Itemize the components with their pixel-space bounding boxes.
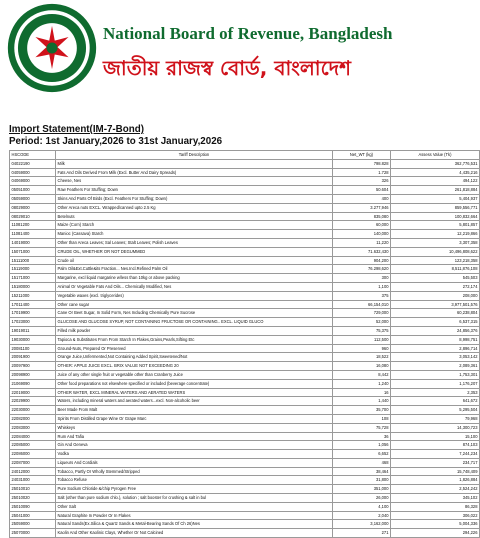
- hscode-cell: 25070000: [10, 529, 56, 538]
- description-cell: Other than Areca Leaves; Sal Leaves; Stalt Leaves; Polish Leaves: [56, 238, 333, 247]
- table-row: [10, 529, 480, 538]
- table-row: [10, 370, 480, 379]
- description-cell: Margarine, excl liquid margarine w/less than 10kg or above packing: [56, 274, 333, 283]
- assess-value-cell: 3,977,501,576: [391, 300, 480, 309]
- description-cell: Other cane sugar: [56, 300, 333, 309]
- report-header: [0, 0, 480, 120]
- hscode-cell: 20091900: [10, 353, 56, 362]
- hscode-cell: 20098900: [10, 370, 56, 379]
- hscode-cell: 22030000: [10, 406, 56, 415]
- description-cell: Waters, including mineral waters and aerated waters...excl. Non-alcoholic beer: [56, 397, 333, 406]
- report-period: Period: 1st January,2026 to 31st January,2026: [9, 136, 223, 147]
- table-row: [10, 423, 480, 432]
- net-weight-cell: 16: [333, 388, 391, 397]
- net-weight-cell: 835,080: [333, 212, 391, 221]
- description-cell: Tobacco Refuse: [56, 476, 333, 485]
- net-weight-cell: 26,000: [333, 494, 391, 503]
- assess-value-cell: 261,818,884: [391, 186, 480, 195]
- hscode-cell: 14019000: [10, 238, 56, 247]
- net-weight-cell: 16,080: [333, 362, 391, 371]
- hscode-cell: 24031000: [10, 476, 56, 485]
- net-weight-cell: 35,700: [333, 406, 391, 415]
- assess-value-cell: 2,896,714: [391, 344, 480, 353]
- hscode-cell: 22087000: [10, 458, 56, 467]
- hscode-cell: 20097900: [10, 362, 56, 371]
- table-row: [10, 432, 480, 441]
- net-weight-cell: 798.828: [333, 159, 391, 168]
- table-row: [10, 326, 480, 335]
- description-cell: Betelnuts: [56, 212, 333, 221]
- net-weight-cell: 140,000: [333, 230, 391, 239]
- hscode-cell: 08029010: [10, 212, 56, 221]
- org-name-english: National Board of Revenue, Bangladesh: [103, 24, 393, 43]
- hscode-cell: 05059000: [10, 194, 56, 203]
- assess-value-cell: 100,832,664: [391, 212, 480, 221]
- table-row: [10, 494, 480, 503]
- description-cell: Juice of any other single fruit or vegetable other than Cranberry Juice: [56, 370, 333, 379]
- description-cell: Kaolin And Other Kaolinic Clays, Whether Or Not Calcined: [56, 529, 333, 538]
- net-weight-cell: 400: [333, 194, 391, 203]
- hscode-cell: 22083000: [10, 423, 56, 432]
- description-cell: Tobacco, Partly Or Wholly Stemmed/Stripped: [56, 467, 333, 476]
- net-weight-cell: 351,000: [333, 485, 391, 494]
- net-weight-cell: 375: [333, 291, 391, 300]
- net-weight-cell: 75,728: [333, 423, 391, 432]
- table-row: [10, 511, 480, 520]
- table-row: [10, 309, 480, 318]
- description-cell: Vegetable waxes (excl. triglycerides): [56, 291, 333, 300]
- import-table-container: [9, 150, 479, 536]
- table-row: [10, 485, 480, 494]
- table-row: [10, 177, 480, 186]
- table-row: [10, 502, 480, 511]
- net-weight-cell: 108: [333, 414, 391, 423]
- table-row: [10, 318, 480, 327]
- assess-value-cell: 24,856,376: [391, 326, 480, 335]
- net-weight-cell: 2,040: [333, 511, 391, 520]
- description-cell: Natural Sands(Ex.Silica & Quartz Sands & Metal-Bearing Sands Of Ch 26)Nes: [56, 520, 333, 529]
- assess-value-cell: 494,122: [391, 177, 480, 186]
- table-row: [10, 458, 480, 467]
- hscode-cell: 25059000: [10, 520, 56, 529]
- net-weight-cell: 31,800: [333, 476, 391, 485]
- assess-value-cell: 1,826,884: [391, 476, 480, 485]
- table-row: [10, 300, 480, 309]
- description-cell: OTHER: APPLE JUICE EXCL. BRIX VALUE NOT EXCEEDING 20: [56, 362, 333, 371]
- description-cell: Natural Graphite In Powder Or In Flakes: [56, 511, 333, 520]
- net-weight-cell: 60,000: [333, 221, 391, 230]
- assess-value-cell: 1,176,207: [391, 379, 480, 388]
- description-cell: Other Salt: [56, 502, 333, 511]
- table-row: [10, 476, 480, 485]
- column-header-net-weight: Net_WT (kg): [333, 151, 391, 160]
- hscode-cell: 22086000: [10, 450, 56, 459]
- hscode-cell: 15111000: [10, 256, 56, 265]
- hscode-cell: 24012000: [10, 467, 56, 476]
- net-weight-cell: 1,440: [333, 397, 391, 406]
- assess-value-cell: 641,672: [391, 397, 480, 406]
- hscode-cell: 22019000: [10, 388, 56, 397]
- net-weight-cell: 52,000: [333, 318, 391, 327]
- net-weight-cell: 729,000: [333, 309, 391, 318]
- assess-value-cell: 15,100: [391, 432, 480, 441]
- description-cell: Whiskeys: [56, 423, 333, 432]
- description-cell: Palm Oil&Ext.Cuttle&its Fraction... Nes.Incl.Refined Palm Oil: [56, 265, 333, 274]
- assess-value-cell: 874,103: [391, 441, 480, 450]
- hscode-cell: 17023000: [10, 318, 56, 327]
- assess-value-cell: 272,174: [391, 282, 480, 291]
- net-weight-cell: 11,220: [333, 238, 391, 247]
- assess-value-cell: 545,503: [391, 274, 480, 283]
- description-cell: Milk: [56, 159, 333, 168]
- description-cell: Tapioca & Substitutes From From Starch In Flakes,Grains,Pearls,Sifting Etc: [56, 335, 333, 344]
- assess-value-cell: 10,496,808,622: [391, 247, 480, 256]
- net-weight-cell: 1,056: [333, 441, 391, 450]
- description-cell: Pure Sodium Chloride &/chip Pyrogen Free: [56, 485, 333, 494]
- hscode-cell: 19030000: [10, 335, 56, 344]
- assess-value-cell: 362,776,531: [391, 159, 480, 168]
- assess-value-cell: 294,226: [391, 529, 480, 538]
- table-row: [10, 186, 480, 195]
- description-cell: Cheese, Nes: [56, 177, 333, 186]
- table-row: [10, 450, 480, 459]
- hscode-cell: 25010020: [10, 494, 56, 503]
- column-header-hscode: HSCODE: [10, 151, 56, 160]
- table-row: [10, 168, 480, 177]
- hscode-cell: 17011400: [10, 300, 56, 309]
- hscode-cell: 11081200: [10, 221, 56, 230]
- description-cell: Fats And Oils Derived From Milk (Excl. Butter And Dairy Spreads): [56, 168, 333, 177]
- description-cell: Other food preparations not elsewhere specified or included (beverage concentrate): [56, 379, 333, 388]
- net-weight-cell: 6,652: [333, 450, 391, 459]
- table-row: [10, 335, 480, 344]
- description-cell: Filled milk powder: [56, 326, 333, 335]
- net-weight-cell: 75,375: [333, 326, 391, 335]
- assess-value-cell: 5,004,336: [391, 520, 480, 529]
- net-weight-cell: 8,442: [333, 370, 391, 379]
- net-weight-cell: 71.632,430: [333, 247, 391, 256]
- table-row: [10, 221, 480, 230]
- table-row: [10, 291, 480, 300]
- assess-value-cell: 859,556,771: [391, 203, 480, 212]
- column-header-description: Tariff Description: [56, 151, 333, 160]
- description-cell: Skins And Parts Of Birds (Excl. Feathers For Stuffing; Down): [56, 194, 333, 203]
- hscode-cell: 21069090: [10, 379, 56, 388]
- hscode-cell: 08029000: [10, 203, 56, 212]
- description-cell: Cane Or Beet Sugar, In Solid Form, Nes Including Chemically Pure Sucrose: [56, 309, 333, 318]
- assess-value-cell: 5,295,504: [391, 406, 480, 415]
- hscode-cell: 04022190: [10, 159, 56, 168]
- net-weight-cell: 326: [333, 177, 391, 186]
- net-weight-cell: 904,200: [333, 256, 391, 265]
- hscode-cell: 25010010: [10, 485, 56, 494]
- assess-value-cell: 8,511,876,108: [391, 265, 480, 274]
- assess-value-cell: 8,998,751: [391, 335, 480, 344]
- net-weight-cell: 300: [333, 274, 391, 283]
- hscode-cell: 04059000: [10, 168, 56, 177]
- assess-value-cell: 6,537,315: [391, 318, 480, 327]
- hscode-cell: 20081100: [10, 344, 56, 353]
- table-row: [10, 274, 480, 283]
- net-weight-cell: 468: [333, 458, 391, 467]
- table-row: [10, 247, 480, 256]
- hscode-cell: 05051000: [10, 186, 56, 195]
- net-weight-cell: 1,240: [333, 379, 391, 388]
- description-cell: Orange Juice,Unfermented,Not Containing Added Spirit,Sweetened/Not: [56, 353, 333, 362]
- hscode-cell: 17019900: [10, 309, 56, 318]
- assess-value-cell: 2,089,361: [391, 362, 480, 371]
- assess-value-cell: 4,435,216: [391, 168, 480, 177]
- description-cell: Rum And Tafia: [56, 432, 333, 441]
- hscode-cell: 22084000: [10, 432, 56, 441]
- nbr-logo-icon: [6, 2, 98, 94]
- description-cell: Spirits From Distilled Grape Wine Or Grape Marc: [56, 414, 333, 423]
- assess-value-cell: 86,328: [391, 502, 480, 511]
- table-row: [10, 265, 480, 274]
- table-row: [10, 282, 480, 291]
- import-table: [9, 150, 480, 538]
- assess-value-cell: 14,300,723: [391, 423, 480, 432]
- description-cell: Gin And Geneva: [56, 441, 333, 450]
- table-header-row: [10, 151, 480, 160]
- table-row: [10, 362, 480, 371]
- assess-value-cell: 12,219,866: [391, 230, 480, 239]
- table-row: [10, 159, 480, 168]
- hscode-cell: 15119000: [10, 265, 56, 274]
- table-row: [10, 194, 480, 203]
- table-row: [10, 238, 480, 247]
- hscode-cell: 22085000: [10, 441, 56, 450]
- assess-value-cell: 208,000: [391, 291, 480, 300]
- net-weight-cell: 4,100: [333, 502, 391, 511]
- assess-value-cell: 345,102: [391, 494, 480, 503]
- table-row: [10, 414, 480, 423]
- hscode-cell: 04069000: [10, 177, 56, 186]
- table-row: [10, 344, 480, 353]
- description-cell: CRUDE OIL, WHETHER OR NOT DEGUMMED: [56, 247, 333, 256]
- assess-value-cell: 5,404,937: [391, 194, 480, 203]
- column-header-assess-value: Assess Value (Tk): [391, 151, 480, 160]
- net-weight-cell: 36: [333, 432, 391, 441]
- description-cell: Liqueurs And Cordials: [56, 458, 333, 467]
- table-row: [10, 203, 480, 212]
- table-row: [10, 520, 480, 529]
- table-row: [10, 256, 480, 265]
- description-cell: Maize (Corn) Starch: [56, 221, 333, 230]
- net-weight-cell: 50.604: [333, 186, 391, 195]
- net-weight-cell: 3,162,000: [333, 520, 391, 529]
- report-title: Import Statement(IM-7-Bond): [9, 124, 144, 135]
- description-cell: Salt (other than pure sodium chlo.), solution ; salt booster for crushing & salt in bul: [56, 494, 333, 503]
- net-weight-cell: 18,522: [333, 353, 391, 362]
- hscode-cell: 15171000: [10, 274, 56, 283]
- net-weight-cell: 960: [333, 344, 391, 353]
- net-weight-cell: 3.277,946: [333, 203, 391, 212]
- description-cell: OTHER WATER, EXCL MINERAL WATERS AND AERATED WATERS: [56, 388, 333, 397]
- assess-value-cell: 5,801,857: [391, 221, 480, 230]
- table-row: [10, 212, 480, 221]
- hscode-cell: 15071000: [10, 247, 56, 256]
- description-cell: Manioc (Cassava) Starch: [56, 230, 333, 239]
- description-cell: Vodka: [56, 450, 333, 459]
- net-weight-cell: 112,500: [333, 335, 391, 344]
- net-weight-cell: 1,100: [333, 282, 391, 291]
- assess-value-cell: 79,968: [391, 414, 480, 423]
- hscode-cell: 11081400: [10, 230, 56, 239]
- description-cell: Animal Or Vegetable Fats And Oils... Chemically Modified, Nes: [56, 282, 333, 291]
- assess-value-cell: 15,748,409: [391, 467, 480, 476]
- assess-value-cell: 234,717: [391, 458, 480, 467]
- assess-value-cell: 60,238,804: [391, 309, 480, 318]
- table-row: [10, 230, 480, 239]
- assess-value-cell: 2,524,242: [391, 485, 480, 494]
- table-row: [10, 441, 480, 450]
- hscode-cell: 22029900: [10, 397, 56, 406]
- org-name-bangla: জাতীয় রাজস্ব বোর্ড, বাংলাদেশ: [103, 56, 351, 80]
- assess-value-cell: 123,218,358: [391, 256, 480, 265]
- description-cell: Raw Feathers For Stuffing; Down: [56, 186, 333, 195]
- hscode-cell: 15211000: [10, 291, 56, 300]
- hscode-cell: 22082000: [10, 414, 56, 423]
- table-row: [10, 406, 480, 415]
- net-weight-cell: 66,154,010: [333, 300, 391, 309]
- description-cell: Other Areca nuts EXCL. Wrapped/canned upto 2.5 Kg: [56, 203, 333, 212]
- hscode-cell: 19019011: [10, 326, 56, 335]
- assess-value-cell: 306,022: [391, 511, 480, 520]
- description-cell: Crude oil: [56, 256, 333, 265]
- table-row: [10, 397, 480, 406]
- assess-value-cell: 2,353: [391, 388, 480, 397]
- table-row: [10, 388, 480, 397]
- description-cell: GLUCOSE AND GLUCOSE SYRUP, NOT CONTAINING FRUCTOSE OR CONTAINING.. EXCL. LIQUID GLUCO: [56, 318, 333, 327]
- net-weight-cell: 1.728: [333, 168, 391, 177]
- description-cell: Beer Made From Malt: [56, 406, 333, 415]
- hscode-cell: 25041000: [10, 511, 56, 520]
- hscode-cell: 15180000: [10, 282, 56, 291]
- table-row: [10, 467, 480, 476]
- assess-value-cell: 3,307,358: [391, 238, 480, 247]
- hscode-cell: 25010090: [10, 502, 56, 511]
- assess-value-cell: 1,753,301: [391, 370, 480, 379]
- net-weight-cell: 271: [333, 529, 391, 538]
- net-weight-cell: 76.298,620: [333, 265, 391, 274]
- net-weight-cell: 38,464: [333, 467, 391, 476]
- table-row: [10, 379, 480, 388]
- assess-value-cell: 7,244,234: [391, 450, 480, 459]
- assess-value-cell: 3,053,142: [391, 353, 480, 362]
- description-cell: Ground-Nuts, Prepared Or Preserved: [56, 344, 333, 353]
- table-row: [10, 353, 480, 362]
